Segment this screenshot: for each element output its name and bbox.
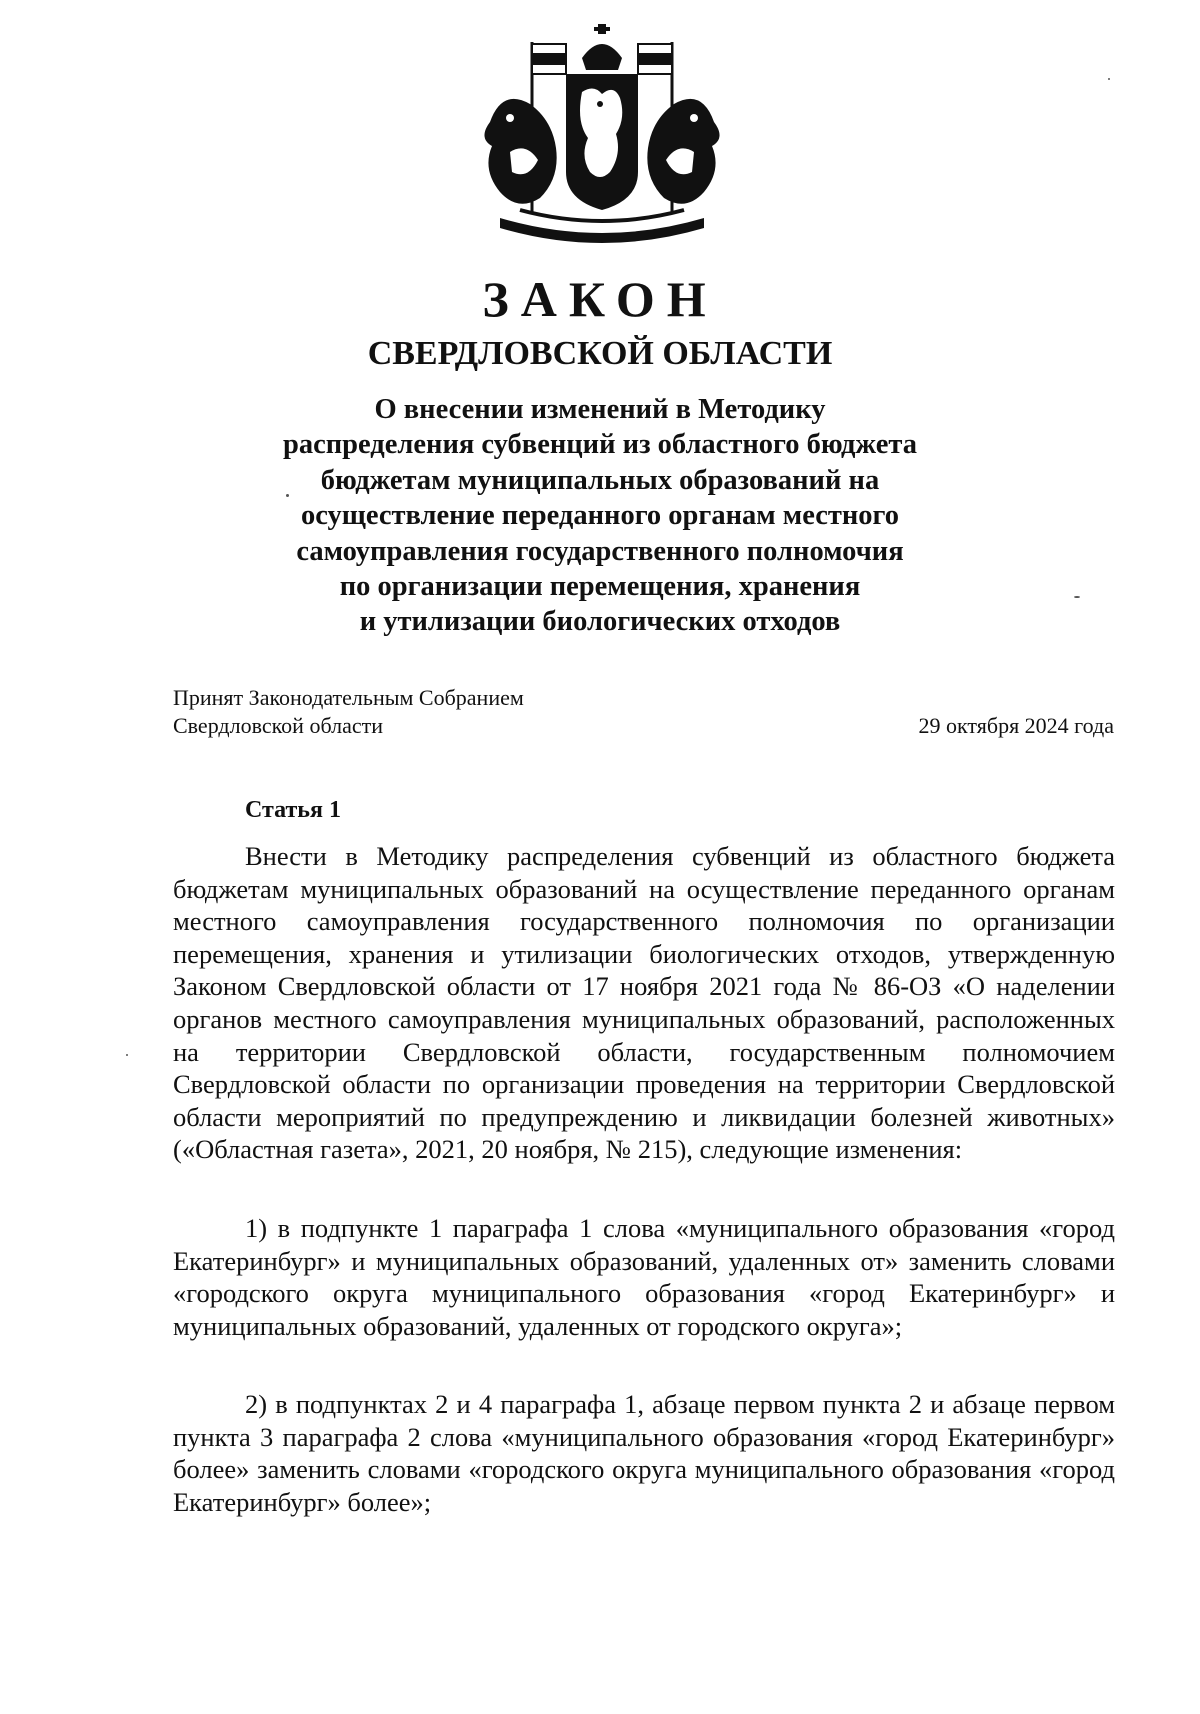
subject-line: и утилизации биологических отходов xyxy=(359,606,841,638)
scan-speck xyxy=(126,1054,128,1056)
adoption-date: 29 октября 2024 года xyxy=(918,713,1114,738)
scan-speck xyxy=(1108,78,1110,80)
document-title: ЗАКОН xyxy=(482,271,718,327)
scan-speck xyxy=(1074,596,1080,598)
subject-line: распределения субвенций из областного бюджета xyxy=(283,429,917,461)
article-paragraph: Внести в Методику распределения субвенций из областного бюджета бюджетам муниципальных образований на осуществление переданного органам местного самоуправления государственного полномочия по организации перемещения, хранения и утилизации биологических отходов, утвержденную Законом Свердловской области от 17 ноября 2021 года № 86-ОЗ «О наделении органов местного самоуправления муниципальных образований, расположенных на территории Свердловской области, государственным полномочием Свердловской области по организации проведения на территории Свердловской области мероприятий по предупреждению и ликвидации болезней животных» («Областная газета», 2021, 20 ноября, № 215), следующие изменения: xyxy=(173,841,1115,1165)
adoption-line: Принят Законодательным Собранием xyxy=(173,685,524,710)
adoption-line: Свердловской области xyxy=(173,713,383,738)
article-paragraph: 1) в подпункте 1 параграфа 1 слова «муниципального образования «город Екатеринбург» и муниципальных образований, удаленных от» заменить словами «городского округа муниципального образования «город Екатеринбург» и муниципальных образований, удаленных от городского округа»; xyxy=(173,1213,1115,1341)
article-heading: Статья 1 xyxy=(245,797,341,823)
subject-line: по организации перемещения, хранения xyxy=(339,571,861,603)
subject-line: самоуправления государственного полномочия xyxy=(296,535,904,567)
subject-line: бюджетам муниципальных образований на xyxy=(320,464,880,496)
scan-speck xyxy=(286,494,289,497)
document-subject xyxy=(200,392,1000,640)
adoption-statement xyxy=(173,684,524,740)
document-region: СВЕРДЛОВСКОЙ ОБЛАСТИ xyxy=(367,335,833,372)
article-paragraph: 2) в подпунктах 2 и 4 параграфа 1, абзаце первом пункта 2 и абзаце первом пункта 3 параграфа 2 слова «муниципального образования «город Екатеринбург» более» заменить словами «городского округа муниципального образования «город Екатеринбург» более»; xyxy=(173,1389,1115,1517)
subject-line: осуществление переданного органам местного xyxy=(300,500,900,532)
subject-line: О внесении изменений в Методику xyxy=(374,394,826,425)
coat-of-arms-emblem xyxy=(470,22,734,244)
